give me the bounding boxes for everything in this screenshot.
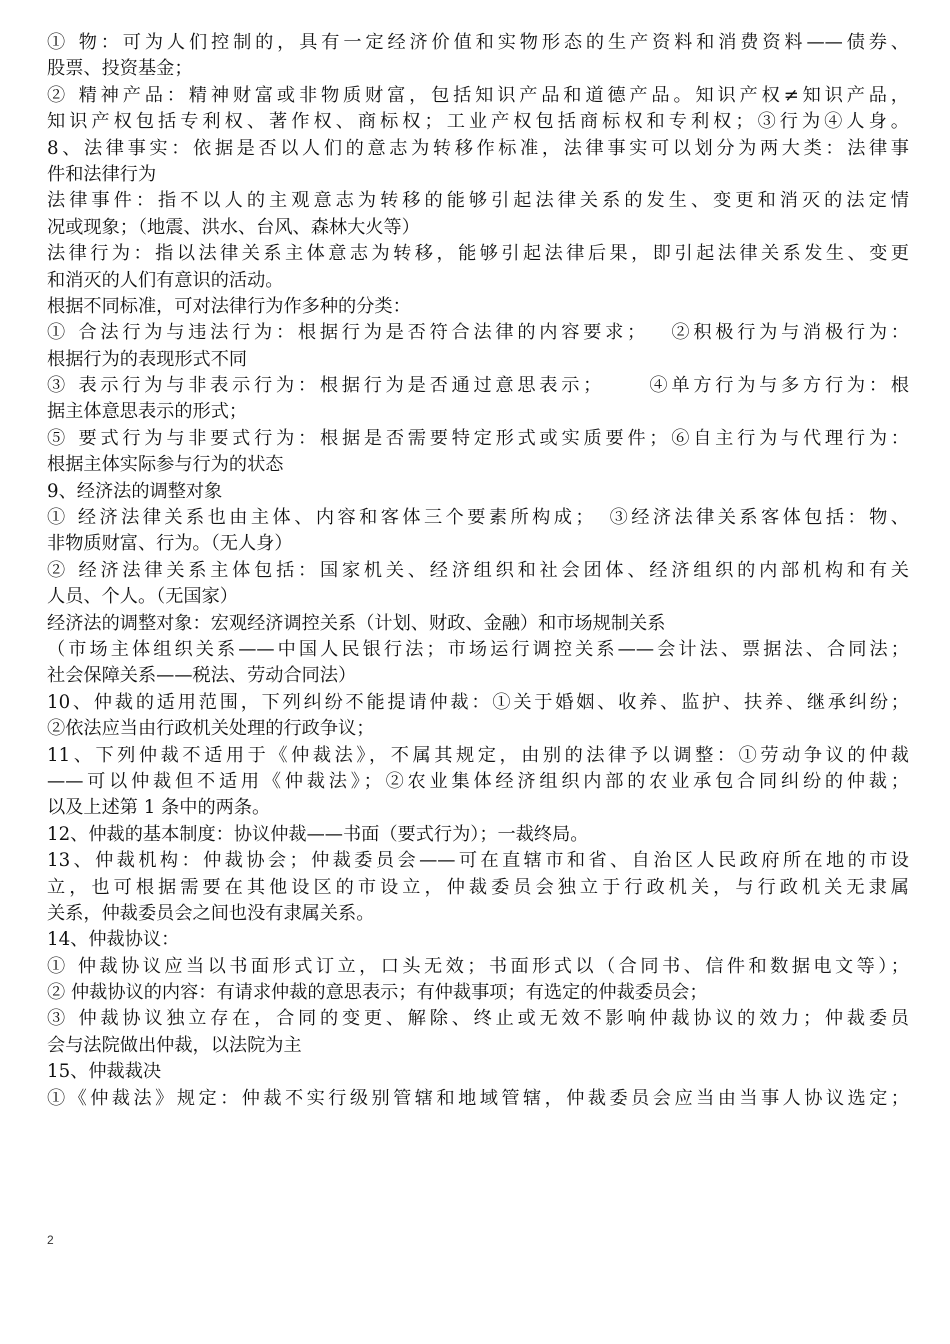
text-line: （市场主体组织关系——中国人民银行法；市场运行调控关系——会计法、票据法、合同法； (47, 638, 909, 660)
text-line: ③ 表示行为与非表示行为：根据行为是否通过意思表示； ④单方行为与多方行为：根 (47, 375, 909, 397)
section-heading: 15、仲裁裁决 (47, 1061, 162, 1083)
document-body (47, 30, 909, 1112)
text-line: 法律事件：指不以人的主观意志为转移的能够引起法律关系的发生、变更和消灭的法定情 (47, 190, 909, 212)
section-heading: 9、经济法的调整对象 (47, 480, 223, 502)
text-line: ③ 仲裁协议独立存在，合同的变更、解除、终止或无效不影响仲裁协议的效力；仲裁委员 (47, 1008, 909, 1030)
text-line: 据主体意思表示的形式； (47, 401, 248, 423)
text-line: 8、法律事实：依据是否以人们的意志为转移作标准，法律事实可以划分为两大类：法律事 (47, 137, 909, 159)
text-line: ② 精神产品：精神财富或非物质财富，包括知识产品和道德产品。知识产权≠知识产品， (47, 84, 909, 106)
text-line: 和消灭的人们有意识的活动。 (47, 269, 284, 291)
text-line: ——可以仲裁但不适用《仲裁法》；②农业集体经济组织内部的农业承包合同纠纷的仲裁； (47, 770, 909, 792)
page-number: 2 (47, 1233, 54, 1247)
text-line: 11、下列仲裁不适用于《仲裁法》，不属其规定，由别的法律予以调整：①劳动争议的仲裁 (47, 744, 909, 766)
text-line: ② 仲裁协议的内容：有请求仲裁的意思表示；有仲裁事项；有选定的仲裁委员会； (47, 982, 708, 1004)
text-line: ② 经济法律关系主体包括：国家机关、经济组织和社会团体、经济组织的内部机构和有关 (47, 559, 909, 581)
text-line: 法律行为：指以法律关系主体意志为转移，能够引起法律后果，即引起法律关系发生、变更 (47, 243, 909, 265)
text-line: 12、仲裁的基本制度：协议仲裁——书面（要式行为）；一裁终局。 (47, 823, 589, 845)
text-line: ①《仲裁法》规定：仲裁不实行级别管辖和地域管辖，仲裁委员会应当由当事人协议选定； (47, 1087, 909, 1109)
text-line: 经济法的调整对象：宏观经济调控关系（计划、财政、金融）和市场规制关系 (47, 612, 666, 634)
text-line: 13、仲裁机构：仲裁协会；仲裁委员会——可在直辖市和省、自治区人民政府所在地的市设 (47, 850, 909, 872)
text-line: 10、仲裁的适用范围，下列纠纷不能提请仲裁：①关于婚姻、收养、监护、扶养、继承纠纷； (47, 691, 909, 713)
text-line: 况或现象；（地震、洪水、台风、森林大火等） (47, 216, 420, 238)
text-line: ① 合法行为与违法行为：根据行为是否符合法律的内容要求； ②积极行为与消极行为： (47, 322, 909, 344)
text-line: 件和法律行为 (47, 163, 157, 185)
text-line: 立，也可根据需要在其他设区的市设立，仲裁委员会独立于行政机关，与行政机关无隶属 (47, 876, 909, 898)
text-line: 根据不同标准，可对法律行为作多种的分类： (47, 295, 411, 317)
text-line: ②依法应当由行政机关处理的行政争议； (47, 718, 375, 740)
text-line: 根据行为的表现形式不同 (47, 348, 248, 370)
text-line: 股票、投资基金； (47, 58, 193, 80)
text-line: 社会保障关系——税法、劳动合同法） (47, 665, 357, 687)
text-line: 根据主体实际参与行为的状态 (47, 454, 284, 476)
text-line: 以及上述第 1 条中的两条。 (47, 797, 271, 819)
text-line: 会与法院做出仲裁，以法院为主 (47, 1034, 302, 1056)
text-line: ① 仲裁协议应当以书面形式订立，口头无效；书面形式以（合同书、信件和数据电文等）； (47, 955, 909, 977)
text-line: 非物质财富、行为。（无人身） (47, 533, 293, 555)
text-line: 知识产权包括专利权、著作权、商标权；工业产权包括商标权和专利权；③行为④人身。 (47, 111, 909, 133)
text-line: 关系，仲裁委员会之间也没有隶属关系。 (47, 902, 375, 924)
text-line: ⑤ 要式行为与非要式行为：根据是否需要特定形式或实质要件；⑥自主行为与代理行为： (47, 427, 909, 449)
text-line: ① 物：可为人们控制的，具有一定经济价值和实物形态的生产资料和消费资料——债券、 (47, 32, 909, 53)
text-line: ① 经济法律关系也由主体、内容和客体三个要素所构成； ③经济法律关系客体包括：物、 (47, 507, 909, 529)
text-line: 人员、个人。（无国家） (47, 586, 238, 608)
section-heading: 14、仲裁协议： (47, 929, 180, 951)
